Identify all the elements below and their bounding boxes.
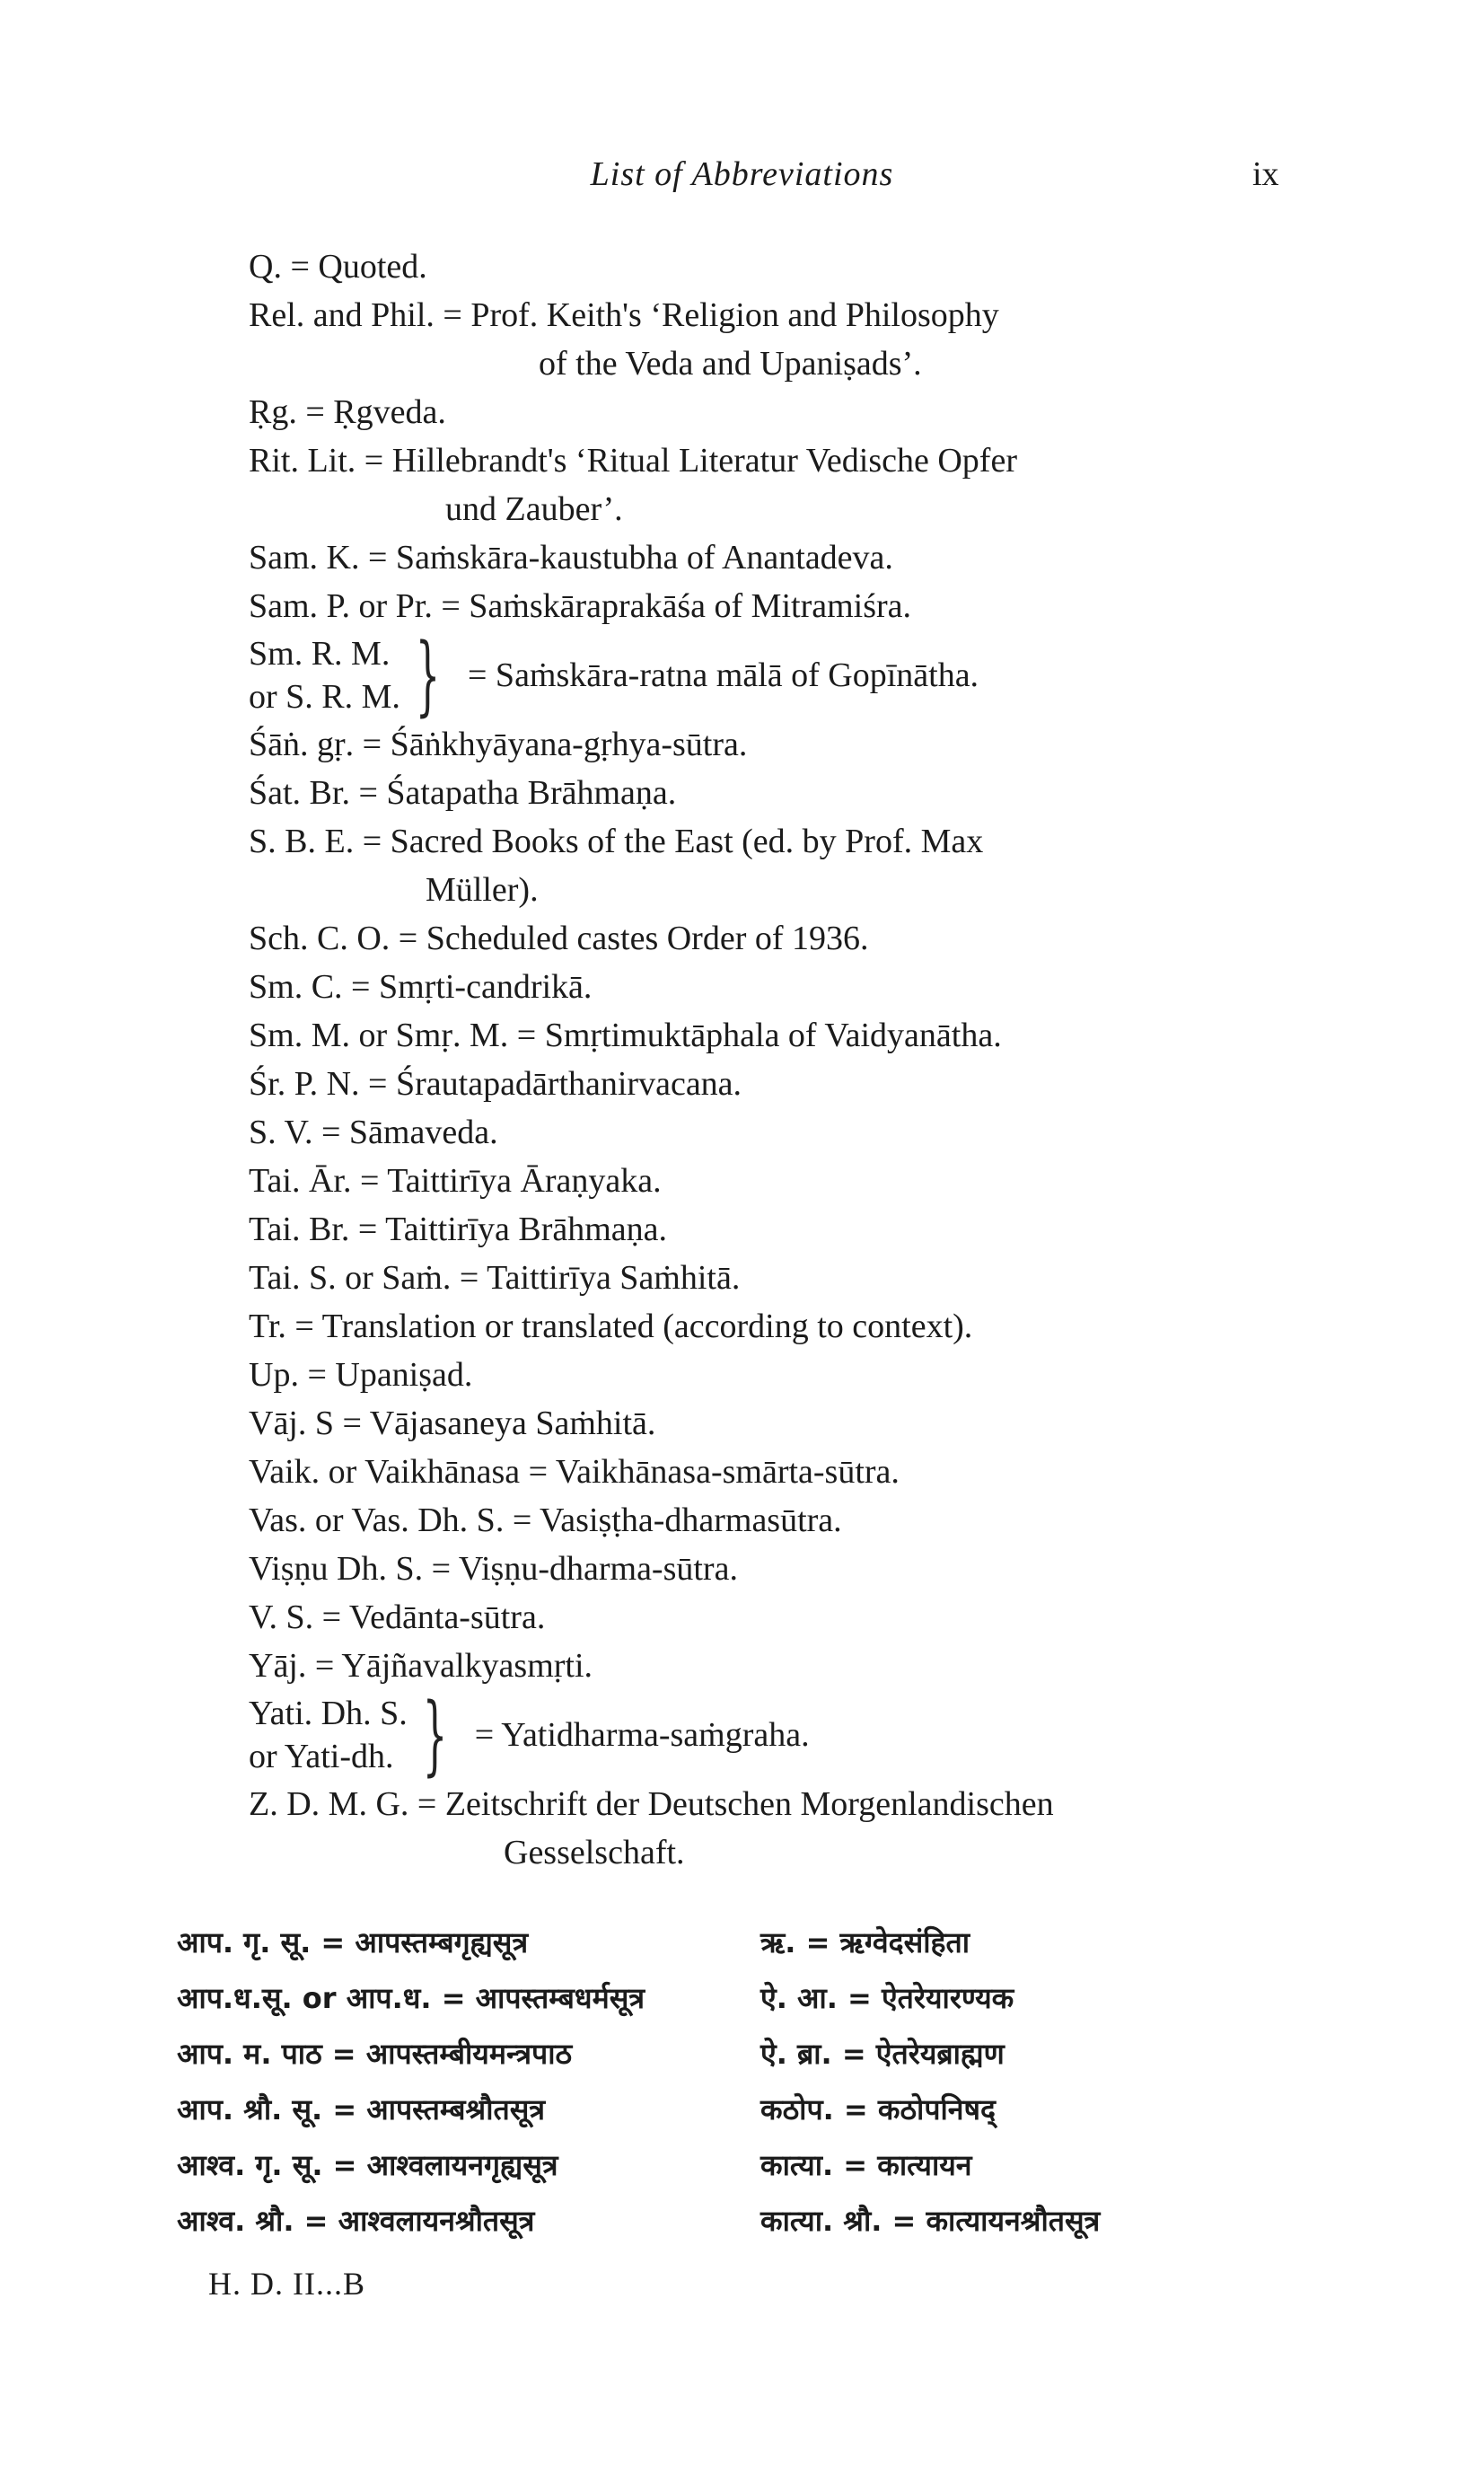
abbreviation-entry: S. V. = Sāmaveda.: [249, 1114, 498, 1151]
running-header-title: List of Abbreviations: [590, 155, 894, 193]
abbreviation-entry: [249, 1780, 1247, 1877]
sanskrit-entry: आश्व. गृ. सू. = आश्वलायनगृह्यसूत्र: [177, 2148, 558, 2182]
abbreviation-entry: [249, 817, 1247, 914]
brace-keys: [249, 632, 400, 718]
entry-line: S. B. E. = Sacred Books of the East (ed. by Prof. Max: [249, 823, 984, 860]
sanskrit-entry: ऋ. = ऋग्वेदसंहिता: [760, 1925, 970, 1959]
abbreviation-entry: [249, 436, 1247, 533]
page-number: ix: [1252, 155, 1279, 193]
abbreviation-entry: [249, 291, 1247, 388]
abbreviation-entry-braced: [249, 1685, 1247, 1785]
entry-key: or Yati-dh.: [249, 1738, 394, 1775]
entry-line: Rit. Lit. = Hillebrandt's ‘Ritual Literatur Vedische Opfer: [249, 442, 1017, 480]
abbreviation-entry: Vas. or Vas. Dh. S. = Vasiṣṭha-dharmasūtra.: [249, 1501, 842, 1539]
abbreviation-entry: Tai. Br. = Taittirīya Brāhmaṇa.: [249, 1211, 668, 1248]
abbreviation-entry: Sch. C. O. = Scheduled castes Order of 1936.: [249, 920, 869, 957]
right-brace-icon: }: [415, 625, 441, 726]
abbreviation-entry: Sm. C. = Smṛti-candrikā.: [249, 968, 593, 1006]
entry-value: = Saṁskāra-ratna mālā of Gopīnātha.: [468, 656, 979, 694]
abbreviation-entry: Tr. = Translation or translated (according to context).: [249, 1308, 973, 1345]
sanskrit-entry: आप. गृ. सू. = आपस्तम्बगृह्यसूत्र: [177, 1925, 529, 1959]
sanskrit-entry: कात्या. श्रौ. = कात्यायनश्रौतसूत्र: [760, 2204, 1101, 2238]
entry-continuation: Müller).: [426, 871, 539, 909]
abbreviation-entry: Sam. P. or Pr. = Saṁskāraprakāśa of Mitramiśra.: [249, 587, 912, 625]
abbreviation-entry: Tai. S. or Saṁ. = Taittirīya Saṁhitā.: [249, 1259, 741, 1297]
entry-key: or S. R. M.: [249, 678, 400, 716]
entry-continuation: und Zauber’.: [445, 490, 623, 528]
sanskrit-entry: कठोप. = कठोपनिषद्: [760, 2092, 997, 2127]
abbreviation-entry: Yāj. = Yājñavalkyasmṛti.: [249, 1647, 593, 1685]
entry-key: Sm. R. M.: [249, 635, 391, 673]
abbreviation-entry: Viṣṇu Dh. S. = Viṣṇu-dharma-sūtra.: [249, 1550, 738, 1588]
sanskrit-entry: आप. श्रौ. सू. = आपस्तम्बश्रौतसूत्र: [177, 2092, 546, 2127]
sanskrit-abbreviation-table: [177, 1920, 1272, 2243]
abbreviation-entry: Vaik. or Vaikhānasa = Vaikhānasa-smārta-sūtra.: [249, 1453, 900, 1491]
entry-continuation: Gesselschaft.: [504, 1834, 685, 1871]
entry-line: Z. D. M. G. = Zeitschrift der Deutschen Morgenlandischen: [249, 1785, 1054, 1823]
sanskrit-entry: आप.ध.सू. or आप.ध. = आपस्तम्बधर्मसूत्र: [177, 1981, 645, 2015]
abbreviation-entry: V. S. = Vedānta-sūtra.: [249, 1598, 546, 1636]
abbreviation-entry: Sm. M. or Smṛ. M. = Smṛtimuktāphala of Vaidyanātha.: [249, 1017, 1002, 1054]
abbreviation-entry: Śat. Br. = Śatapatha Brāhmaṇa.: [249, 774, 677, 812]
entry-value: = Yatidharma-saṁgraha.: [474, 1716, 810, 1754]
entry-continuation: of the Veda and Upaniṣads’.: [539, 345, 922, 383]
abbreviation-entry: Tai. Ār. = Taittirīya Āraṇyaka.: [249, 1162, 662, 1200]
right-brace-icon: }: [422, 1685, 447, 1785]
sanskrit-entry: आश्व. श्रौ. = आश्वलायनश्रौतसूत्र: [177, 2204, 535, 2238]
entry-key: Yati. Dh. S.: [249, 1695, 408, 1732]
entry-line: Rel. and Phil. = Prof. Keith's ‘Religion and Philosophy: [249, 296, 999, 334]
abbreviation-entry: Vāj. S = Vājasaneya Saṁhitā.: [249, 1405, 656, 1442]
abbreviation-entry: Q. = Quoted.: [249, 248, 427, 286]
sanskrit-entry: कात्या. = कात्यायन: [760, 2148, 972, 2182]
sanskrit-entry: ऐ. ब्रा. = ऐतरेयब्राह्मण: [760, 2037, 1005, 2071]
abbreviation-entry: Sam. K. = Saṁskāra-kaustubha of Anantadeva.: [249, 539, 893, 577]
printer-signature-mark: H. D. II...B: [208, 2266, 365, 2302]
abbreviation-entry: Śāṅ. gṛ. = Śāṅkhyāyana-gṛhya-sūtra.: [249, 726, 748, 763]
abbreviation-entry: Up. = Upaniṣad.: [249, 1356, 473, 1394]
abbreviation-entry-braced: [249, 625, 1247, 726]
sanskrit-entry: आप. म. पाठ = आपस्तम्बीयमन्त्रपाठ: [177, 2037, 573, 2071]
sanskrit-entry: ऐ. आ. = ऐतरेयारण्यक: [760, 1981, 1014, 2015]
brace-keys: [249, 1692, 408, 1778]
abbreviation-entry: Śr. P. N. = Śrautapadārthanirvacana.: [249, 1065, 742, 1103]
abbreviation-list: [249, 242, 1247, 1877]
abbreviation-entry: Ṛg. = Ṛgveda.: [249, 393, 446, 431]
